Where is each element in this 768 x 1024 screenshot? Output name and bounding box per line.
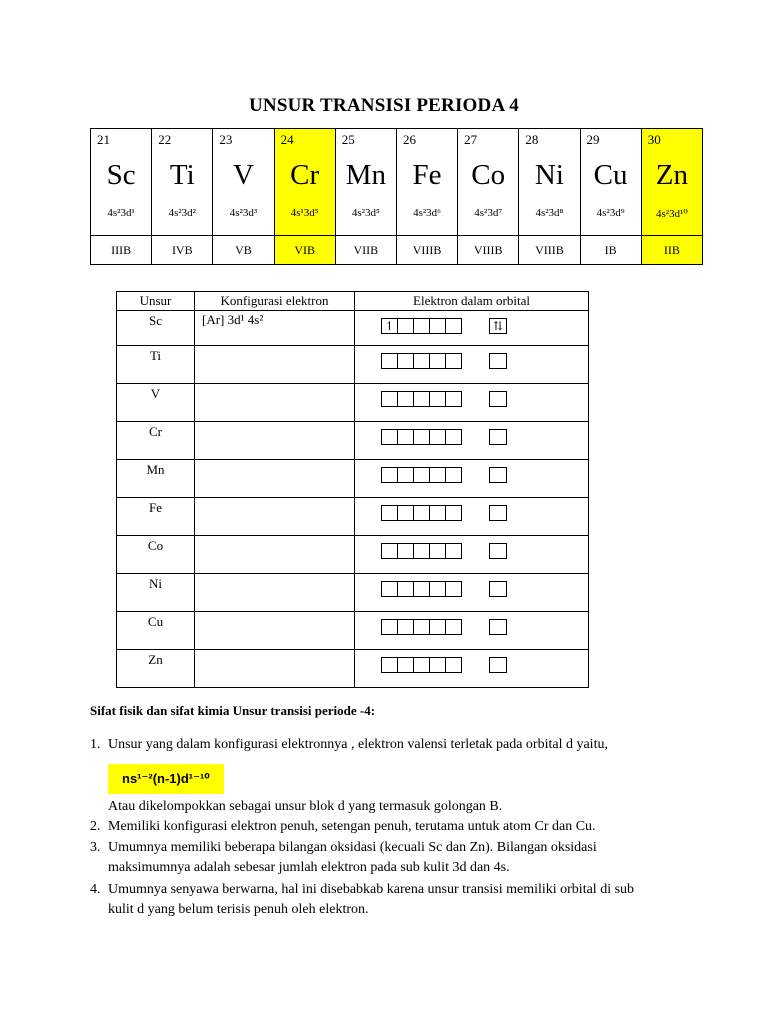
element-group: VIIIB xyxy=(396,236,457,265)
table-row xyxy=(117,384,589,422)
column-header: Konfigurasi elektron xyxy=(195,292,355,311)
orbital-box-3d xyxy=(397,429,414,445)
element-symbol: Ti xyxy=(169,159,195,191)
orbital-box-3d xyxy=(413,505,430,521)
orbital-box-3d xyxy=(397,505,414,521)
konfigurasi-cell xyxy=(195,574,355,612)
orbital-box-4s xyxy=(489,429,507,445)
orbital-box-4s xyxy=(489,353,507,369)
orbital-box-3d xyxy=(397,581,414,597)
orbital-box-3d xyxy=(397,619,414,635)
orbital-box-3d xyxy=(413,429,430,445)
list-number: 4. xyxy=(90,882,101,897)
orbital-box-3d xyxy=(445,391,462,407)
element-symbol: Mn xyxy=(345,159,386,191)
table-row xyxy=(117,536,589,574)
orbital-box-3d xyxy=(429,657,446,673)
orbital-box-3d xyxy=(445,543,462,559)
electron-configuration: 4s²3d⁷ xyxy=(474,207,503,219)
konfigurasi-cell xyxy=(195,384,355,422)
element-symbol: Fe xyxy=(412,159,442,191)
list-number: 2. xyxy=(90,819,101,834)
orbital-box-3d xyxy=(429,467,446,483)
table-row xyxy=(117,346,589,384)
element-cell-body xyxy=(519,129,579,235)
orbital-box-3d xyxy=(445,429,462,445)
unsur-cell: Co xyxy=(117,536,195,574)
atomic-number: 30 xyxy=(647,132,661,147)
element-symbol: Zn xyxy=(655,159,688,191)
element-cell-ni xyxy=(519,129,580,236)
orbital-3d-group xyxy=(381,318,462,334)
list-text: kulit d yang belum terisis penuh oleh elektron. xyxy=(108,902,369,917)
orbital-box-3d xyxy=(397,657,414,673)
table-row xyxy=(117,574,589,612)
element-symbol: Sc xyxy=(106,159,136,191)
orbital-box-3d xyxy=(381,505,398,521)
orbital-3d-group xyxy=(381,467,462,483)
orbital-box-3d xyxy=(445,581,462,597)
orbital-box-3d xyxy=(429,543,446,559)
orbital-box-3d xyxy=(381,619,398,635)
element-symbol: Ni xyxy=(534,159,564,191)
unsur-cell: Ti xyxy=(117,346,195,384)
orbital-box-3d xyxy=(397,318,414,334)
element-cell-ti xyxy=(152,129,213,236)
orbital-box-3d xyxy=(381,353,398,369)
orbital-box-3d xyxy=(429,505,446,521)
item1-continuation: Atau dikelompokkan sebagai unsur blok d yang termasuk golongan B. xyxy=(108,799,503,814)
orbital-cell xyxy=(355,460,589,498)
atomic-number: 28 xyxy=(525,132,539,147)
list-text: Umumnya memiliki beberapa bilangan oksidasi (kecuali Sc dan Zn). Bilangan oksidasi xyxy=(108,840,597,855)
orbital-box-3d xyxy=(397,391,414,407)
orbital-box-3d xyxy=(397,467,414,483)
element-group: VIIIB xyxy=(458,236,519,265)
orbital-box-3d xyxy=(445,353,462,369)
orbital-box-3d xyxy=(429,581,446,597)
konfigurasi-cell xyxy=(195,536,355,574)
unsur-cell: Fe xyxy=(117,498,195,536)
orbital-box-3d xyxy=(381,429,398,445)
element-symbol: Co xyxy=(471,159,506,191)
orbital-cell xyxy=(355,536,589,574)
orbital-box-4s xyxy=(489,505,507,521)
orbital-box-3d xyxy=(413,391,430,407)
element-cell-fe xyxy=(396,129,457,236)
element-table xyxy=(90,128,703,265)
orbital-box-4s xyxy=(489,467,507,483)
electron-configuration: 4s²3d⁶ xyxy=(413,207,441,219)
list-number: 1. xyxy=(90,737,101,752)
unsur-cell: Mn xyxy=(117,460,195,498)
list-text: Umumnya senyawa berwarna, hal ini disebabkab karena unsur transisi memiliki orbital di sub xyxy=(108,882,635,897)
konfigurasi-cell xyxy=(195,346,355,384)
orbital-box-4s xyxy=(489,619,507,635)
orbital-box-3d xyxy=(445,318,462,334)
section-heading: Sifat fisik dan sifat kimia Unsur transisi periode -4: xyxy=(90,703,376,718)
element-cell-body xyxy=(213,129,273,235)
orbital-box-3d xyxy=(445,657,462,673)
orbital-box-3d xyxy=(413,657,430,673)
orbital-box-3d xyxy=(429,429,446,445)
unsur-cell: Sc xyxy=(117,311,195,346)
atomic-number: 26 xyxy=(402,132,416,147)
konfigurasi-cell xyxy=(195,650,355,688)
orbital-box-3d xyxy=(445,619,462,635)
formula-text: ns¹⁻²(n-1)d¹⁻¹⁰ xyxy=(122,771,211,786)
orbital-box-3d xyxy=(413,581,430,597)
list-text: Unsur yang dalam konfigurasi elektronnya , elektron valensi terletak pada orbital d yaitu, xyxy=(108,737,608,752)
atomic-number: 23 xyxy=(219,132,233,147)
element-group: VIIIB xyxy=(519,236,580,265)
orbital-3d-group xyxy=(381,543,462,559)
orbital-box-3d xyxy=(445,505,462,521)
konfigurasi-cell: [Ar] 3d¹ 4s² xyxy=(195,311,355,346)
list-text: Memiliki konfigurasi elektron penuh, setengan penuh, terutama untuk atom Cr dan Cu. xyxy=(108,819,596,834)
orbital-cell xyxy=(355,384,589,422)
orbital-box-3d xyxy=(413,318,430,334)
unsur-cell: Cr xyxy=(117,422,195,460)
konfigurasi-cell xyxy=(195,460,355,498)
electron-configuration: 4s²3d⁸ xyxy=(535,207,564,219)
orbital-box-3d xyxy=(397,353,414,369)
electron-configuration: 4s²3d¹ xyxy=(107,207,135,219)
orbital-box-3d xyxy=(429,318,446,334)
table-row xyxy=(117,498,589,536)
atomic-number: 29 xyxy=(586,132,600,147)
element-cell-body xyxy=(642,129,702,235)
atomic-number: 24 xyxy=(280,132,294,147)
electron-configuration: 4s²3d⁹ xyxy=(596,207,625,219)
konfigurasi-cell xyxy=(195,422,355,460)
element-cell-body xyxy=(336,129,396,235)
orbital-box-4s xyxy=(489,581,507,597)
orbital-box-3d xyxy=(413,353,430,369)
element-cell-cr xyxy=(274,129,335,236)
orbital-3d-group xyxy=(381,657,462,673)
element-cell-body xyxy=(275,129,335,235)
element-symbol: Cu xyxy=(593,159,628,191)
orbital-box-4s xyxy=(489,657,507,673)
electron-configuration: 4s²3d¹⁰ xyxy=(655,208,688,220)
orbital-3d-group xyxy=(381,505,462,521)
orbital-box-3d xyxy=(397,543,414,559)
orbital-box-3d xyxy=(445,467,462,483)
orbital-box-3d xyxy=(429,391,446,407)
orbital-cell xyxy=(355,612,589,650)
orbital-box-4s xyxy=(489,543,507,559)
orbital-box-3d xyxy=(381,657,398,673)
orbital-cell xyxy=(355,498,589,536)
orbital-box-3d xyxy=(381,467,398,483)
table-row xyxy=(117,460,589,498)
orbital-box-3d xyxy=(381,543,398,559)
orbital-3d-group xyxy=(381,619,462,635)
unsur-cell: Cu xyxy=(117,612,195,650)
element-group: IB xyxy=(580,236,641,265)
orbital-3d-group xyxy=(381,391,462,407)
element-cell-body xyxy=(458,129,518,235)
element-cell-mn xyxy=(335,129,396,236)
element-group: IVB xyxy=(152,236,213,265)
orbital-box-3d xyxy=(429,353,446,369)
element-group: IIIB xyxy=(91,236,152,265)
unsur-cell: V xyxy=(117,384,195,422)
orbital-cell xyxy=(355,650,589,688)
element-group: VIIB xyxy=(335,236,396,265)
element-group: VB xyxy=(213,236,274,265)
element-cell-body xyxy=(397,129,457,235)
atomic-number: 21 xyxy=(97,132,110,147)
list-number: 3. xyxy=(90,840,101,855)
unsur-cell: Ni xyxy=(117,574,195,612)
orbital-box-3d: ↿ xyxy=(381,318,398,334)
page-title: UNSUR TRANSISI PERIODA 4 xyxy=(249,95,519,116)
element-cell-body xyxy=(152,129,212,235)
electron-configuration: 4s²3d⁵ xyxy=(351,207,380,219)
element-cell-cu xyxy=(580,129,641,236)
element-symbol: Cr xyxy=(290,159,320,191)
electron-configuration: 4s¹3d⁵ xyxy=(290,207,319,219)
list-text: maksimumnya adalah sebesar jumlah elektron pada sub kulit 3d dan 4s. xyxy=(108,860,510,875)
orbital-cell xyxy=(355,346,589,384)
element-cell-v xyxy=(213,129,274,236)
orbital-box-4s xyxy=(489,391,507,407)
konfigurasi-cell xyxy=(195,612,355,650)
table-row xyxy=(117,422,589,460)
table-row xyxy=(117,650,589,688)
element-cell-sc xyxy=(91,129,152,236)
element-cell-body xyxy=(581,129,641,235)
atomic-number: 27 xyxy=(464,132,478,147)
element-cell-co xyxy=(458,129,519,236)
column-header: Elektron dalam orbital xyxy=(355,292,589,311)
orbital-cell xyxy=(355,574,589,612)
electron-configuration: 4s²3d³ xyxy=(229,207,258,219)
orbital-3d-group xyxy=(381,429,462,445)
table-row xyxy=(117,612,589,650)
orbital-box-3d xyxy=(429,619,446,635)
orbital-box-3d xyxy=(381,581,398,597)
orbital-3d-group xyxy=(381,353,462,369)
atomic-number: 22 xyxy=(158,132,172,147)
orbital-cell xyxy=(355,422,589,460)
column-header: Unsur xyxy=(117,292,195,311)
orbital-3d-group xyxy=(381,581,462,597)
orbital-box-3d xyxy=(413,543,430,559)
orbital-box-3d xyxy=(413,619,430,635)
orbital-box-3d xyxy=(381,391,398,407)
orbital-cell xyxy=(355,311,589,346)
configuration-table xyxy=(116,291,589,688)
orbital-box-4s: ⇅ xyxy=(489,318,507,334)
atomic-number: 25 xyxy=(341,132,355,147)
unsur-cell: Zn xyxy=(117,650,195,688)
element-group: VIB xyxy=(274,236,335,265)
orbital-box-3d xyxy=(413,467,430,483)
element-cell-body xyxy=(91,129,151,235)
konfigurasi-cell xyxy=(195,498,355,536)
element-symbol: V xyxy=(232,159,254,191)
table-row xyxy=(117,311,589,346)
element-group: IIB xyxy=(641,236,702,265)
formula-highlight xyxy=(108,764,224,794)
element-cell-zn xyxy=(641,129,702,236)
electron-configuration: 4s²3d² xyxy=(168,207,196,219)
